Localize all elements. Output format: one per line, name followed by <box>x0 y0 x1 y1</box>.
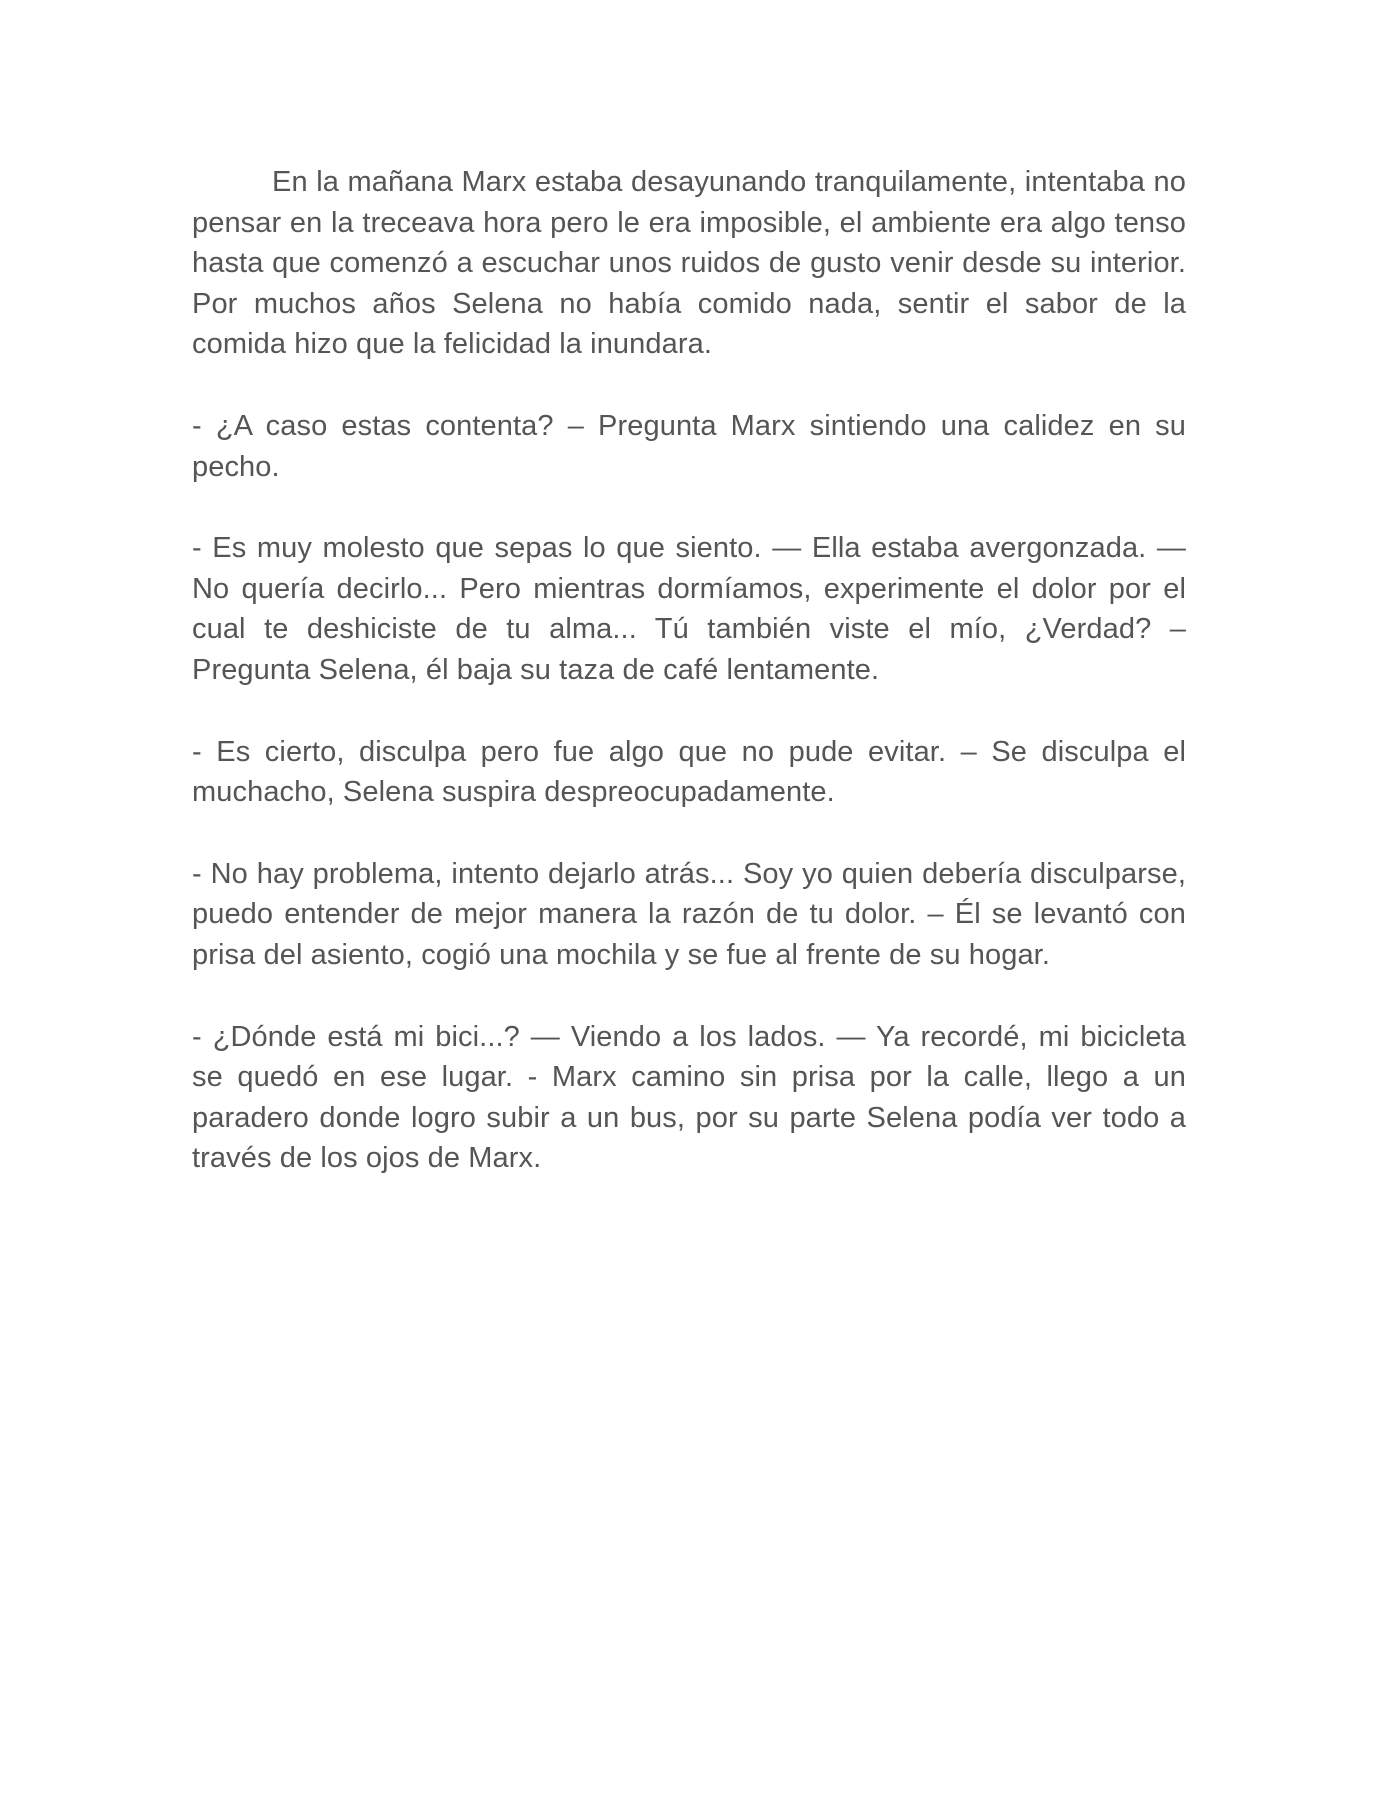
paragraph-2: - ¿A caso estas contenta? – Pregunta Marx sintiendo una calidez en su pecho. <box>192 409 1186 483</box>
paragraph-1: En la mañana Marx estaba desayunando tranquilamente, intentaba no pensar en la treceava hora pero le era imposible, el ambiente era algo tenso hasta que comenzó a escuchar unos ruidos de gusto venir desde su interior. Por muchos años Selena no había comido nada, sentir el sabor de la comida hizo que la felicidad la inundara. <box>192 166 1186 361</box>
paragraph-5: - No hay problema, intento dejarlo atrás... Soy yo quien debería disculparse, puedo entender de mejor manera la razón de tu dolor. – Él se levantó con prisa del asiento, cogió una mochila y se fue al frente de su hogar. <box>192 857 1186 971</box>
paragraph-4: - Es cierto, disculpa pero fue algo que no pude evitar. – Se disculpa el muchacho, Selena suspira despreocupadamente. <box>192 735 1186 809</box>
paragraph-6: - ¿Dónde está mi bici...? — Viendo a los lados. — Ya recordé, mi bicicleta se quedó en ese lugar. - Marx camino sin prisa por la calle, llego a un paradero donde logro subir a un bus, por su parte Selena podía ver todo a través de los ojos de Marx. <box>192 1020 1186 1175</box>
paragraph-3: - Es muy molesto que sepas lo que siento. — Ella estaba avergonzada. — No quería decirlo... Pero mientras dormíamos, experimente el dolor por el cual te deshiciste de tu alma... Tú también viste el mío, ¿Verdad? – Pregunta Selena, él baja su taza de café lentamente. <box>192 532 1186 686</box>
document-body <box>192 162 1186 1220</box>
